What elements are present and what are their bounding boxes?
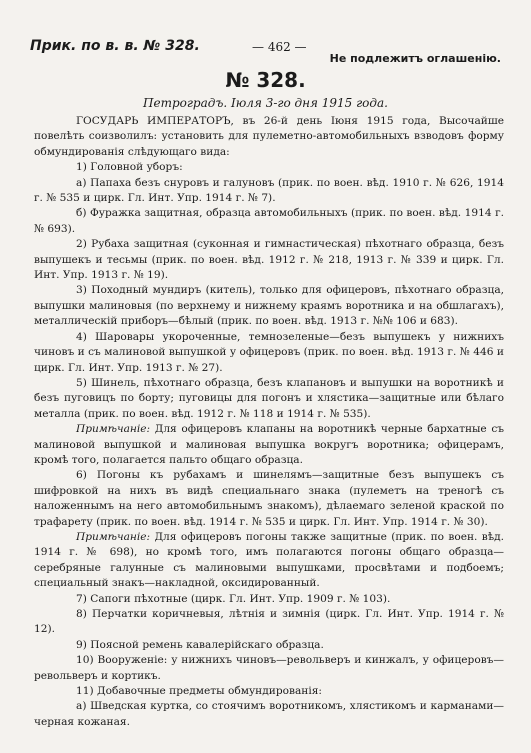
body-paragraph	[34, 653, 504, 684]
body-paragraph	[34, 160, 504, 175]
paragraph-text: 9) Поясной ремень кавалерійскаго образца.	[76, 638, 324, 651]
body-paragraph	[34, 468, 504, 530]
body-paragraph	[34, 176, 504, 207]
body-paragraph	[34, 283, 504, 329]
body-paragraph	[34, 699, 504, 730]
body-paragraph	[34, 237, 504, 283]
paragraph-text: 4) Шаровары укороченные, темнозеленые—безъ выпушекъ у нижнихъ чиновъ и съ малиновой выпушкой у офицеровъ (прик. по воен. вѣд. 1913 г. № 446 и цирк. Гл. Инт. Упр. 1913 г. № 27).	[34, 330, 504, 374]
body-paragraph	[34, 638, 504, 653]
confidentiality-notice: Не подлежитъ оглашенію.	[329, 52, 501, 65]
paragraph-text: 8) Перчатки коричневыя, лѣтнія и зимнія (цирк. Гл. Инт. Упр. 1914 г. № 12).	[34, 608, 504, 636]
paragraph-text: 10) Вооруженіе: у нижнихъ чиновъ—револьверъ и кинжалъ, у офицеровъ—револьверъ и кортикъ.	[34, 654, 504, 682]
body-paragraph	[34, 206, 504, 237]
paragraph-text: 7) Сапоги пѣхотные (цирк. Гл. Инт. Упр. 1909 г. № 103).	[76, 592, 391, 605]
note-paragraph	[34, 422, 504, 468]
body-paragraph	[34, 592, 504, 607]
note-paragraph	[34, 530, 504, 592]
paragraph-text: 1) Головной уборъ:	[76, 161, 183, 174]
dateline: Петроградъ. Іюля 3-го дня 1915 года.	[143, 96, 388, 110]
page-number: — 462 —	[252, 40, 307, 54]
paragraph-text: 11) Добавочные предметы обмундированія:	[76, 685, 322, 698]
paragraph-text: 3) Походный мундиръ (китель), только для офицеровъ, пѣхотнаго образца, выпушки малиновыя (по верхнему и нижнему краямъ воротника и на обшлагахъ), металлическій приборъ—бѣлый (прик. по воен. вѣд. 1913 г. №№ 106 и 683).	[34, 284, 504, 328]
body-paragraph	[34, 376, 504, 422]
paragraph-text: 2) Рубаха защитная (суконная и гимнастическая) пѣхотнаго образца, безъ выпушекъ и тесьмы (прик. по воен. вѣд. 1912 г. № 218, 1913 г. № 339 и цирк. Гл. Инт. Упр. 1913 г. № 19).	[34, 238, 504, 282]
paragraph-text: 6) Погоны къ рубахамъ и шинелямъ—защитные безъ выпушекъ съ шифровкой на нихъ въ видѣ специальнаго знака (пулеметъ на треногѣ съ наложеннымъ на него автомобильнымъ знакомъ), дѣлаемаго зеленой краской по трафарету (прик. по воен. вѣд. 1914 г. № 535 и цирк. Гл. Инт. Упр. 1914 г. № 30).	[34, 469, 504, 528]
paragraph-text: 5) Шинель, пѣхотнаго образца, безъ клапановъ и выпушки на воротникѣ и безъ пуговицъ по борту; пуговицы для погонъ и хлястика—защитные или бѣлаго металла (прик. по воен. вѣд. 1912 г. № 118 и 1914 г. № 535).	[34, 376, 504, 420]
note-label: Примѣчаніе:	[76, 530, 151, 543]
body-paragraph	[34, 114, 504, 160]
paragraph-text: б) Фуражка защитная, образца автомобильныхъ (прик. по воен. вѣд. 1914 г. № 693).	[34, 207, 504, 235]
body-paragraph	[34, 330, 504, 376]
body-paragraph	[34, 684, 504, 699]
paragraph-text: Для офицеровъ погоны также защитные (прик. по воен. вѣд. 1914 г. № 698), но кромѣ того, имъ полагаются погоны общаго образца—серебряные галунные съ малиновыми выпушками, просвѣтами и подбоемъ; специальный знакъ—накладной, оксидированный.	[34, 530, 504, 590]
document-body	[34, 114, 504, 730]
paragraph-text: Для офицеровъ клапаны на воротникѣ черные бархатные съ малиновой выпушкой и малиновая выпушка вокругъ воротника; офицерамъ, кромѣ того, полагается пальто общаго образца.	[34, 423, 504, 466]
paragraph-text: ГОСУДАРЬ ИМПЕРАТОРЪ, въ 26-й день Іюня 1915 года, Высочайше повелѣть соизволилъ: установить для пулеметно-автомобильныхъ взводовъ форму обмундированія слѣдующаго вида:	[34, 115, 504, 158]
page-header	[30, 38, 501, 68]
paragraph-text: а) Шведская куртка, со стоячимъ воротникомъ, хлястикомъ и карманами—черная кожаная.	[34, 700, 504, 728]
order-reference: Прик. по в. в. № 328.	[30, 38, 200, 54]
order-number-title: № 328.	[225, 68, 306, 92]
body-paragraph	[34, 607, 504, 638]
note-label: Примѣчаніе:	[76, 423, 151, 436]
paragraph-text: а) Папаха безъ снуровъ и галуновъ (прик. по воен. вѣд. 1910 г. № 626, 1914 г. № 535 и цирк. Гл. Инт. Упр. 1914 г. № 7).	[34, 176, 504, 205]
